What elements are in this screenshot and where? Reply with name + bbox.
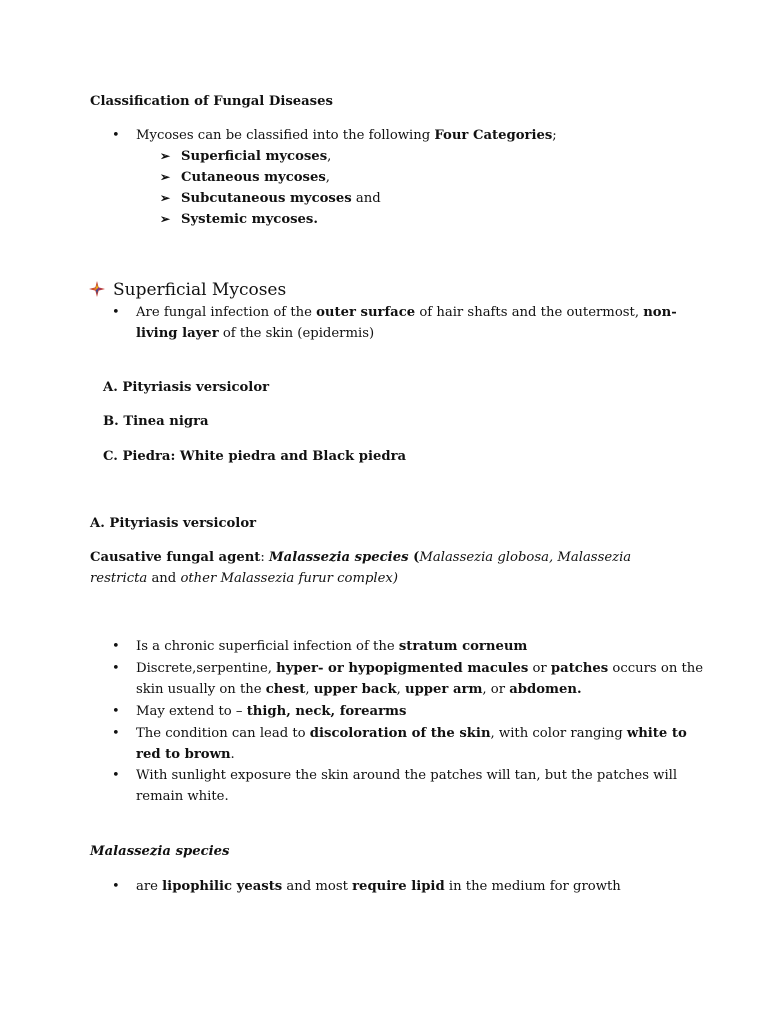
- arrow-icon: ➢: [160, 170, 171, 184]
- subsection-heading: Malassezia species: [90, 844, 230, 859]
- category-name: Systemic mycoses.: [181, 212, 318, 227]
- category-item: [181, 149, 331, 164]
- text-run-italic: Malassezia globosa, Malassezia: [419, 550, 632, 565]
- text-run: ,: [396, 682, 405, 697]
- text-run-bold: red to brown: [136, 747, 231, 762]
- text-run-bold: non-: [643, 305, 677, 320]
- text-run: :: [260, 550, 270, 565]
- intro-text: Mycoses can be classified into the following: [136, 128, 435, 143]
- text-run-bold: hyper- or hypopigmented macules: [276, 661, 529, 676]
- category-item: [181, 170, 330, 185]
- arrow-icon: ➢: [160, 191, 171, 205]
- subsection-heading: A. Pityriasis versicolor: [90, 516, 257, 531]
- text-run-bold: abdomen.: [509, 682, 582, 697]
- text-run-bold: upper arm: [405, 682, 483, 697]
- text-run: Discrete,serpentine,: [136, 661, 277, 676]
- text-run-bold: stratum corneum: [398, 639, 528, 654]
- text-run-bold: chest: [265, 682, 306, 697]
- point-5-line-2: remain white.: [136, 789, 229, 804]
- text-run: and: [147, 571, 181, 586]
- point-2-line-1: [136, 661, 703, 676]
- text-run-bold: upper back: [313, 682, 397, 697]
- bullet-dot: •: [112, 639, 120, 654]
- text-run: .: [230, 747, 235, 762]
- text-run: occurs on the: [608, 661, 704, 676]
- definition-line-2: [136, 326, 374, 341]
- section-heading: Superficial Mycoses: [113, 280, 287, 300]
- text-run: are: [136, 879, 163, 894]
- malassezia-point: [136, 879, 621, 894]
- point-2-line-2: [136, 682, 582, 697]
- bullet-dot: •: [112, 128, 120, 143]
- text-run-bold: white to: [626, 726, 687, 741]
- text-run-bold: outer surface: [316, 305, 416, 320]
- category-name: Cutaneous mycoses: [181, 170, 326, 185]
- type-item: C. Piedra: White piedra and Black piedra: [103, 449, 407, 464]
- text-run: or: [528, 661, 551, 676]
- agent-line-2: [90, 571, 398, 586]
- agent-species: Malassezia species: [269, 550, 409, 565]
- point-5-line-1: With sunlight exposure the skin around the patches will tan, but the patches will: [136, 768, 678, 783]
- type-item: B. Tinea nigra: [103, 414, 209, 429]
- category-item: [181, 191, 381, 206]
- four-point-star-icon: [89, 281, 105, 297]
- text-run: of hair shafts and the outermost,: [415, 305, 644, 320]
- category-name: Subcutaneous mycoses: [181, 191, 352, 206]
- text-run-bold: require lipid: [352, 879, 445, 894]
- intro-bullet: [136, 128, 557, 143]
- definition-line-1: [136, 305, 677, 320]
- text-run: May extend to –: [136, 704, 247, 719]
- bullet-dot: •: [112, 726, 120, 741]
- point-4-line-2: [136, 747, 235, 762]
- page-title: Classification of Fungal Diseases: [90, 94, 333, 109]
- bullet-dot: •: [112, 661, 120, 676]
- text-run: Is a chronic superficial infection of the: [136, 639, 399, 654]
- text-run-bold: lipophilic yeasts: [162, 879, 283, 894]
- text-run: The condition can lead to: [136, 726, 310, 741]
- text-run-bold: thigh, neck, forearms: [246, 704, 407, 719]
- text-run: in the medium for growth: [444, 879, 621, 894]
- text-run: ,: [305, 682, 314, 697]
- arrow-icon: ➢: [160, 149, 171, 163]
- text-run: , or: [482, 682, 510, 697]
- point-4-line-1: [136, 726, 687, 741]
- bullet-dot: •: [112, 305, 120, 320]
- text-run-italic: restricta: [90, 571, 148, 586]
- point-3: [136, 704, 406, 719]
- text-run-bold: discoloration of the skin: [309, 726, 491, 741]
- text-run: and most: [282, 879, 353, 894]
- agent-label: Causative fungal agent: [90, 550, 261, 565]
- bullet-dot: •: [112, 768, 120, 783]
- category-suffix: ,: [325, 170, 330, 185]
- intro-punct: ;: [552, 128, 557, 143]
- text-run: Are fungal infection of the: [136, 305, 317, 320]
- arrow-icon: ➢: [160, 212, 171, 226]
- category-item: [181, 212, 318, 227]
- text-run: , with color ranging: [490, 726, 627, 741]
- text-run-bold: living layer: [136, 326, 219, 341]
- bullet-dot: •: [112, 879, 120, 894]
- category-name: Superficial mycoses: [181, 149, 328, 164]
- category-suffix: and: [351, 191, 381, 206]
- text-run-italic: other Malassezia furur complex): [180, 571, 399, 586]
- category-suffix: ,: [327, 149, 332, 164]
- text-run-bold: patches: [550, 661, 609, 676]
- type-item: A. Pityriasis versicolor: [103, 380, 270, 395]
- text-run: of the skin (epidermis): [218, 326, 375, 341]
- text-run-bold: (: [408, 550, 420, 565]
- text-run: skin usually on the: [136, 682, 266, 697]
- point-1: [136, 639, 527, 654]
- bullet-dot: •: [112, 704, 120, 719]
- intro-bold: Four Categories: [434, 128, 553, 143]
- agent-line-1: [90, 550, 631, 565]
